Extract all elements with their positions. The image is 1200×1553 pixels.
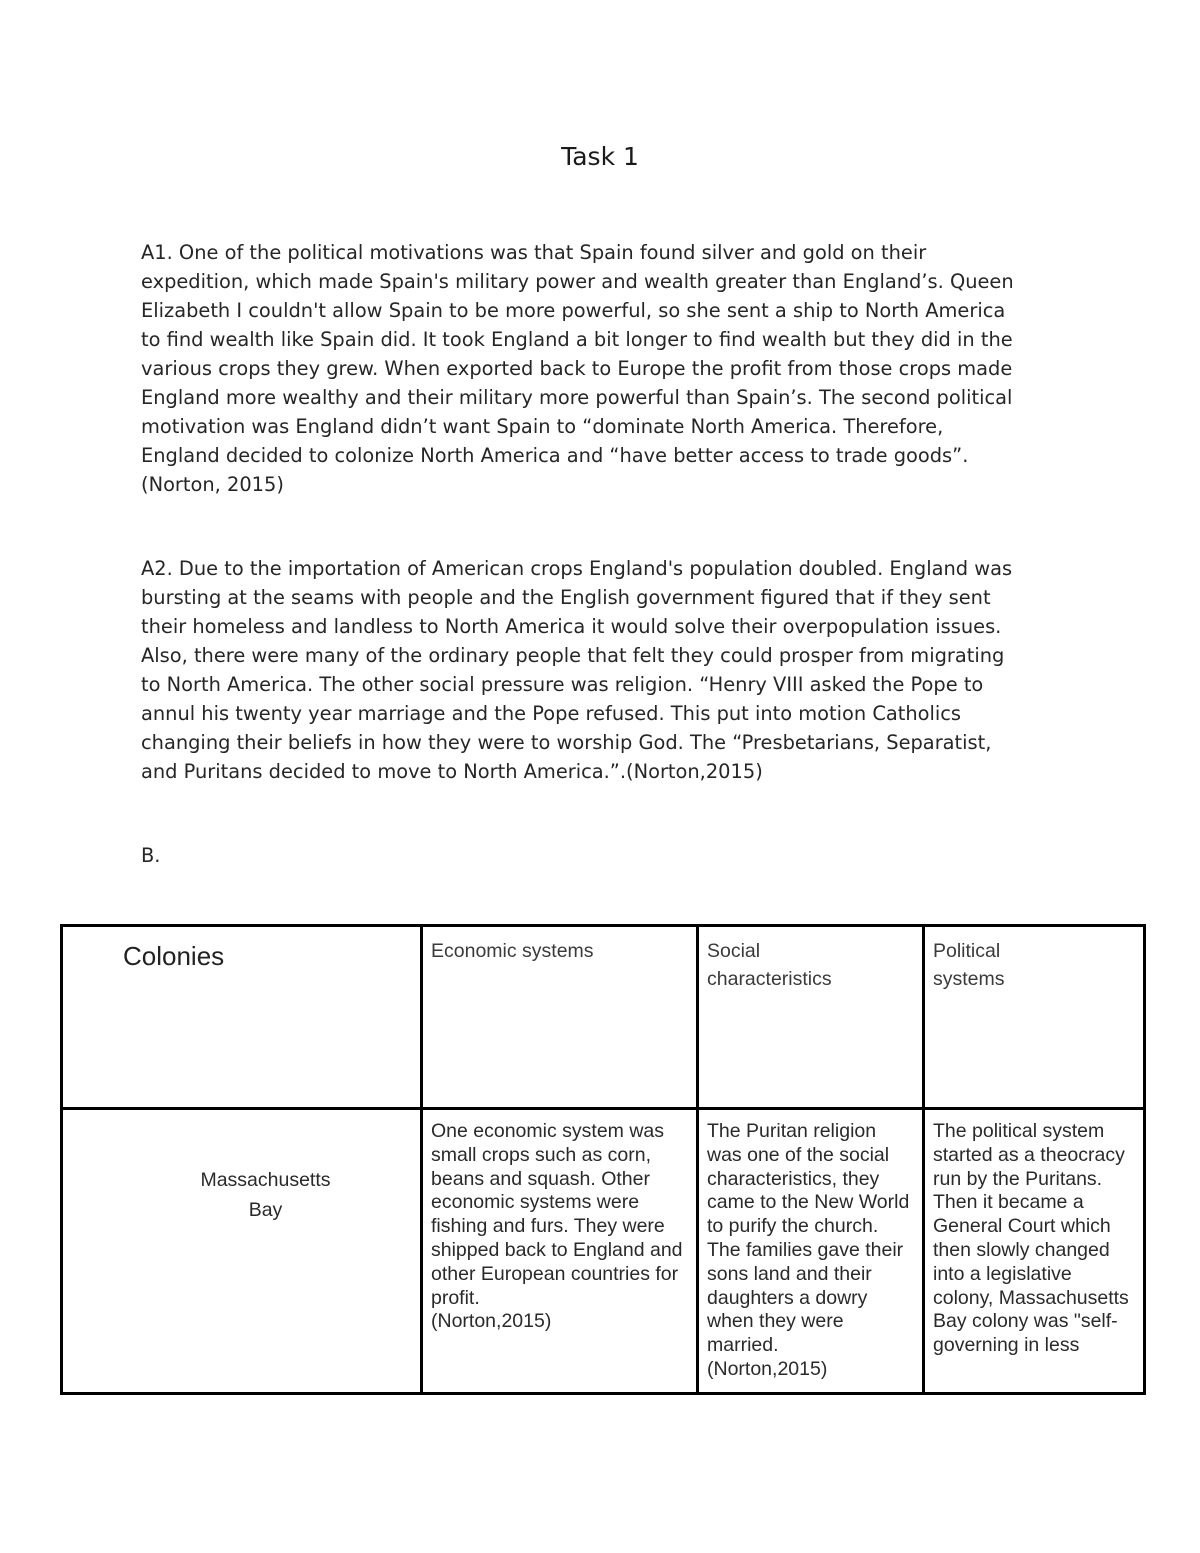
header-economic-label: Economic systems bbox=[431, 940, 594, 962]
header-cell-political bbox=[924, 926, 1145, 1109]
header-cell-colonies bbox=[62, 926, 422, 1109]
header-social-label: Social characteristics bbox=[707, 940, 832, 990]
table-row bbox=[62, 1109, 1145, 1394]
header-cell-economic bbox=[422, 926, 698, 1109]
header-colonies-label: Colonies bbox=[123, 941, 225, 971]
header-political-label: Political systems bbox=[933, 940, 1005, 990]
colonies-table bbox=[60, 924, 1146, 1395]
paragraph-b: B. bbox=[141, 844, 161, 867]
cell-economic bbox=[422, 1109, 698, 1394]
paragraph-a1: A1. One of the political motivations was that Spain found silver and gold on their expedition, which made Spain's military power and wealth greater than England’s. Queen Elizabeth I couldn't allow Spain to be more powerful, so she sent a ship to North America to find wealth like Spain did. It took England a bit longer to find wealth but they did in the various crops they grew. When exported back to Europe the profit from those crops made England more wealthy and their military more powerful than Spain’s. The second political motivation was England didn’t want Spain to “dominate North America. Therefore, England decided to colonize North America and “have better access to trade goods”. (Norton, 2015) bbox=[141, 241, 1014, 496]
cell-political bbox=[924, 1109, 1145, 1394]
cell-social bbox=[698, 1109, 924, 1394]
political-text: The political system started as a theocracy run by the Puritans. Then it became a General Court which then slowly changed into a legislative colony, Massachusetts Bay colony was "self-governing in less bbox=[933, 1120, 1129, 1357]
economic-text: One economic system was small crops such as corn, beans and squash. Other economic systems were fishing and furs. They were shipped back to England and other European countries for profit. (Norton,2015) bbox=[431, 1120, 683, 1333]
header-cell-social bbox=[698, 926, 924, 1109]
table-header-row bbox=[62, 926, 1145, 1109]
paragraph-a2: A2. Due to the importation of American crops England's population doubled. England was bursting at the seams with people and the English government figured that if they sent their homeless and landless to North America it would solve their overpopulation issues. Also, there were many of the ordinary people that felt they could prosper from migrating to North America. The other social pressure was religion. “Henry VIII asked the Pope to annul his twenty year marriage and the Pope refused. This put into motion Catholics changing their beliefs in how they were to worship God. The “Presbetarians, Separatist, and Puritans decided to move to North America.”.(Norton,2015) bbox=[141, 557, 1013, 783]
cell-colony bbox=[62, 1109, 422, 1394]
colony-name: Massachusetts Bay bbox=[200, 1169, 331, 1221]
page-title: Task 1 bbox=[561, 142, 639, 171]
social-text: The Puritan religion was one of the social characteristics, they came to the New World to purify the church. The families gave their sons land and their daughters a dowry when they were married. (Norton,2015) bbox=[707, 1120, 910, 1380]
